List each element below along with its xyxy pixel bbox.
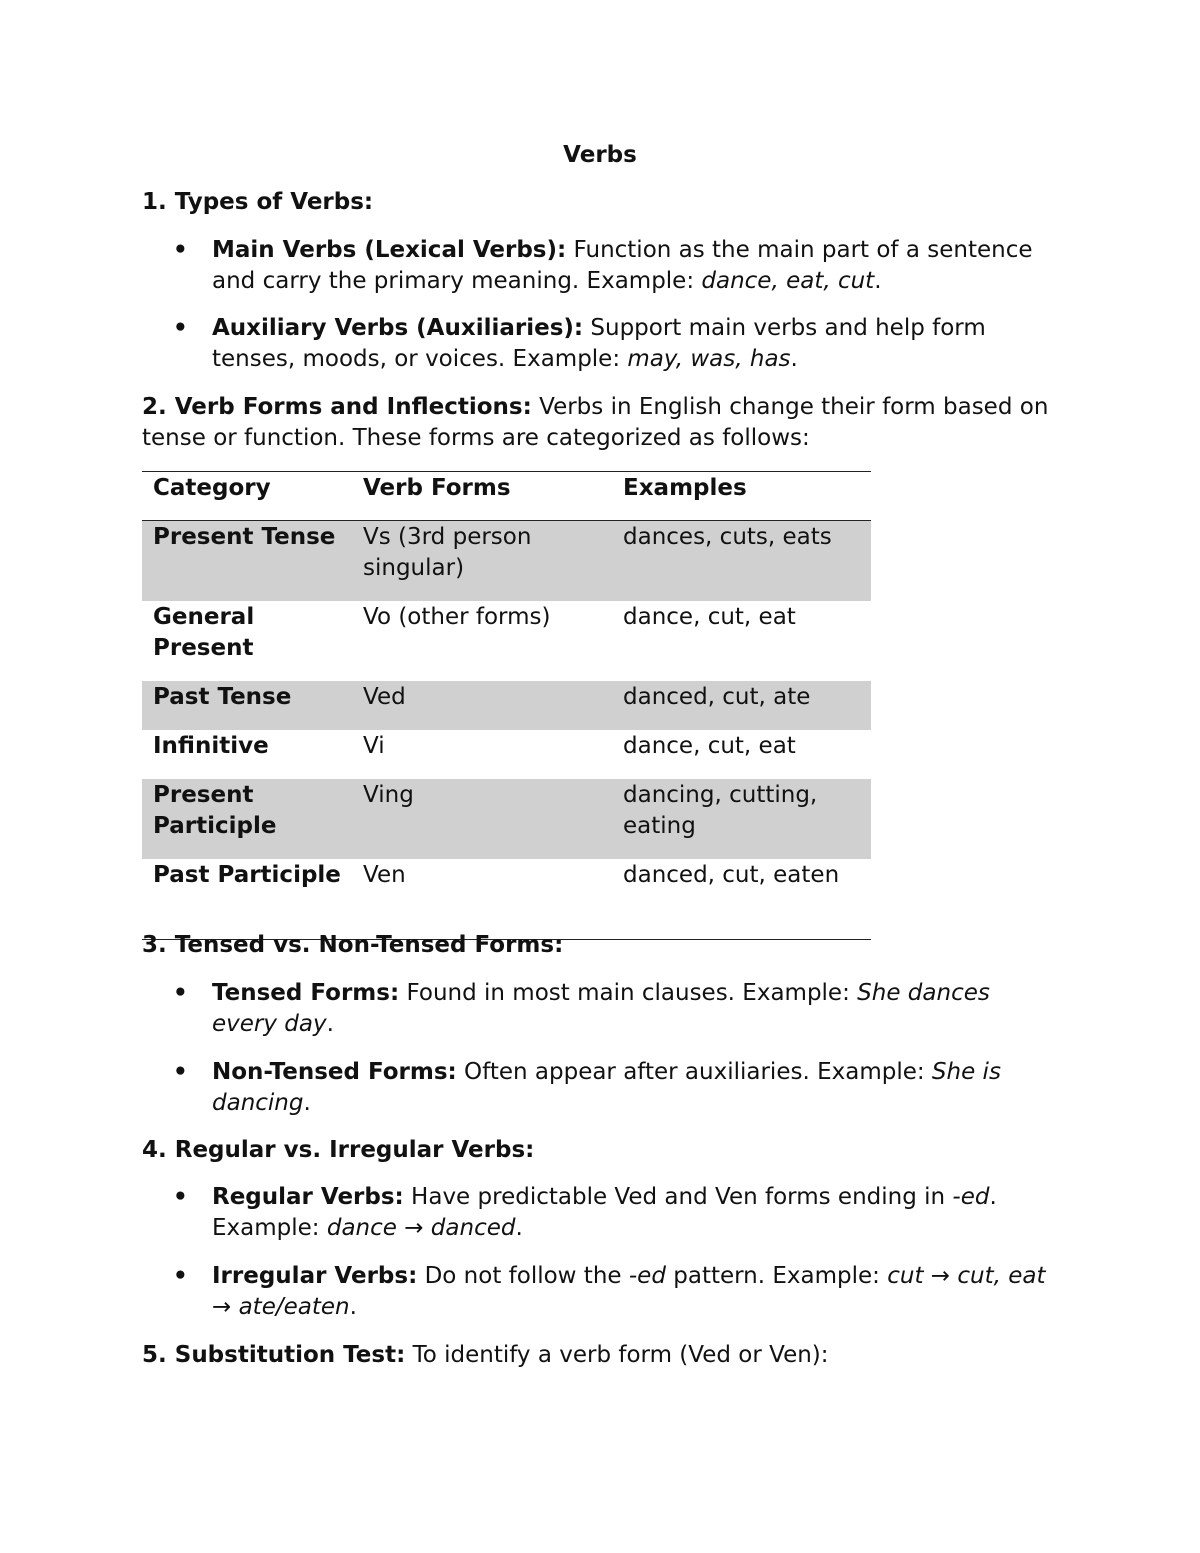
section-5-text: To identify a verb form (Ved or Ven): bbox=[405, 1342, 829, 1368]
list-item bbox=[142, 235, 1052, 297]
examples-cell: dance, cut, eat bbox=[623, 733, 796, 759]
punctuation: . bbox=[874, 268, 882, 294]
bullet-icon: • bbox=[173, 1263, 188, 1289]
forms-cell: Vo (other forms) bbox=[363, 604, 551, 630]
example: dance → danced bbox=[326, 1215, 516, 1241]
forms-cell: Vi bbox=[363, 733, 385, 759]
section-2-heading: 2. Verb Forms and Inflections: bbox=[142, 394, 532, 420]
forms-cell: Ving bbox=[352, 779, 612, 859]
table-row bbox=[142, 859, 871, 940]
section-3-heading: 3. Tensed vs. Non-Tensed Forms: bbox=[142, 932, 564, 958]
example: She is dancing bbox=[212, 1059, 1001, 1116]
term: Main Verbs (Lexical Verbs): bbox=[212, 237, 567, 263]
description: Function as the main part of a sentence and carry the primary meaning. Example: bbox=[212, 237, 1033, 294]
category-cell: Past Tense bbox=[142, 681, 352, 730]
example: cut → cut, eat → ate/eaten bbox=[212, 1263, 1046, 1320]
description: Do not follow the bbox=[417, 1263, 629, 1289]
description: . Example: bbox=[212, 1184, 997, 1241]
punctuation: . bbox=[349, 1294, 357, 1320]
tensed-forms-list bbox=[142, 978, 1062, 1119]
column-header: Category bbox=[142, 472, 352, 521]
example: She dances every day bbox=[212, 980, 990, 1037]
category-cell: Past Participle bbox=[153, 862, 341, 888]
section-1-heading: 1. Types of Verbs: bbox=[142, 189, 374, 215]
punctuation: . bbox=[303, 1090, 311, 1116]
document-title: Verbs bbox=[563, 142, 637, 168]
example: may, was, has bbox=[627, 346, 791, 372]
term: Auxiliary Verbs (Auxiliaries): bbox=[212, 315, 584, 341]
examples-cell: dance, cut, eat bbox=[623, 604, 796, 630]
table-row bbox=[142, 681, 871, 730]
table-row bbox=[142, 779, 871, 859]
category-cell: Present Participle bbox=[142, 779, 352, 859]
forms-cell: Vs (3rd person singular) bbox=[352, 521, 612, 602]
category-cell: General Present bbox=[153, 604, 255, 661]
column-header: Verb Forms bbox=[352, 472, 612, 521]
table-row bbox=[142, 730, 871, 779]
table-row bbox=[142, 521, 871, 602]
examples-cell: danced, cut, eaten bbox=[623, 862, 840, 888]
section-4-heading: 4. Regular vs. Irregular Verbs: bbox=[142, 1137, 535, 1163]
description: Have predictable Ved and Ven forms ending in bbox=[403, 1184, 953, 1210]
forms-cell: Ven bbox=[363, 862, 406, 888]
description: pattern. Example: bbox=[665, 1263, 888, 1289]
term: Non-Tensed Forms: bbox=[212, 1059, 457, 1085]
table-row bbox=[142, 601, 871, 681]
bullet-icon: • bbox=[173, 237, 188, 263]
term: Tensed Forms: bbox=[212, 980, 400, 1006]
list-item bbox=[142, 1261, 1052, 1323]
list-item bbox=[142, 313, 1052, 375]
bullet-icon: • bbox=[173, 980, 188, 1006]
verb-forms-table bbox=[142, 471, 871, 940]
table-header-row bbox=[142, 472, 871, 521]
section-5-paragraph bbox=[142, 1340, 1052, 1371]
suffix: -ed bbox=[628, 1263, 666, 1289]
category-cell: Present Tense bbox=[142, 521, 352, 602]
example: dance, eat, cut bbox=[701, 268, 875, 294]
punctuation: . bbox=[326, 1011, 334, 1037]
column-header: Examples bbox=[612, 472, 871, 521]
section-2-text: Verbs in English change their form based on tense or function. These forms are categorized as follows: bbox=[142, 394, 1049, 451]
term: Irregular Verbs: bbox=[212, 1263, 418, 1289]
list-item bbox=[142, 1182, 1052, 1244]
punctuation: . bbox=[790, 346, 798, 372]
suffix: -ed bbox=[952, 1184, 990, 1210]
description: Found in most main clauses. Example: bbox=[399, 980, 858, 1006]
bullet-icon: • bbox=[173, 1184, 188, 1210]
types-of-verbs-list bbox=[142, 235, 1062, 375]
bullet-icon: • bbox=[173, 315, 188, 341]
examples-cell: danced, cut, ate bbox=[612, 681, 871, 730]
section-2-paragraph bbox=[142, 392, 1052, 454]
examples-cell: dancing, cutting, eating bbox=[612, 779, 871, 859]
bullet-icon: • bbox=[173, 1059, 188, 1085]
list-item bbox=[142, 1057, 1052, 1119]
regular-irregular-list bbox=[142, 1182, 1062, 1323]
description: Often appear after auxiliaries. Example: bbox=[456, 1059, 932, 1085]
section-5-heading: 5. Substitution Test: bbox=[142, 1342, 406, 1368]
description: Support main verbs and help form tenses, moods, or voices. Example: bbox=[212, 315, 986, 372]
category-cell: Infinitive bbox=[153, 733, 269, 759]
term: Regular Verbs: bbox=[212, 1184, 404, 1210]
forms-cell: Ved bbox=[352, 681, 612, 730]
examples-cell: dances, cuts, eats bbox=[612, 521, 871, 602]
punctuation: . bbox=[515, 1215, 523, 1241]
list-item bbox=[142, 978, 1052, 1040]
